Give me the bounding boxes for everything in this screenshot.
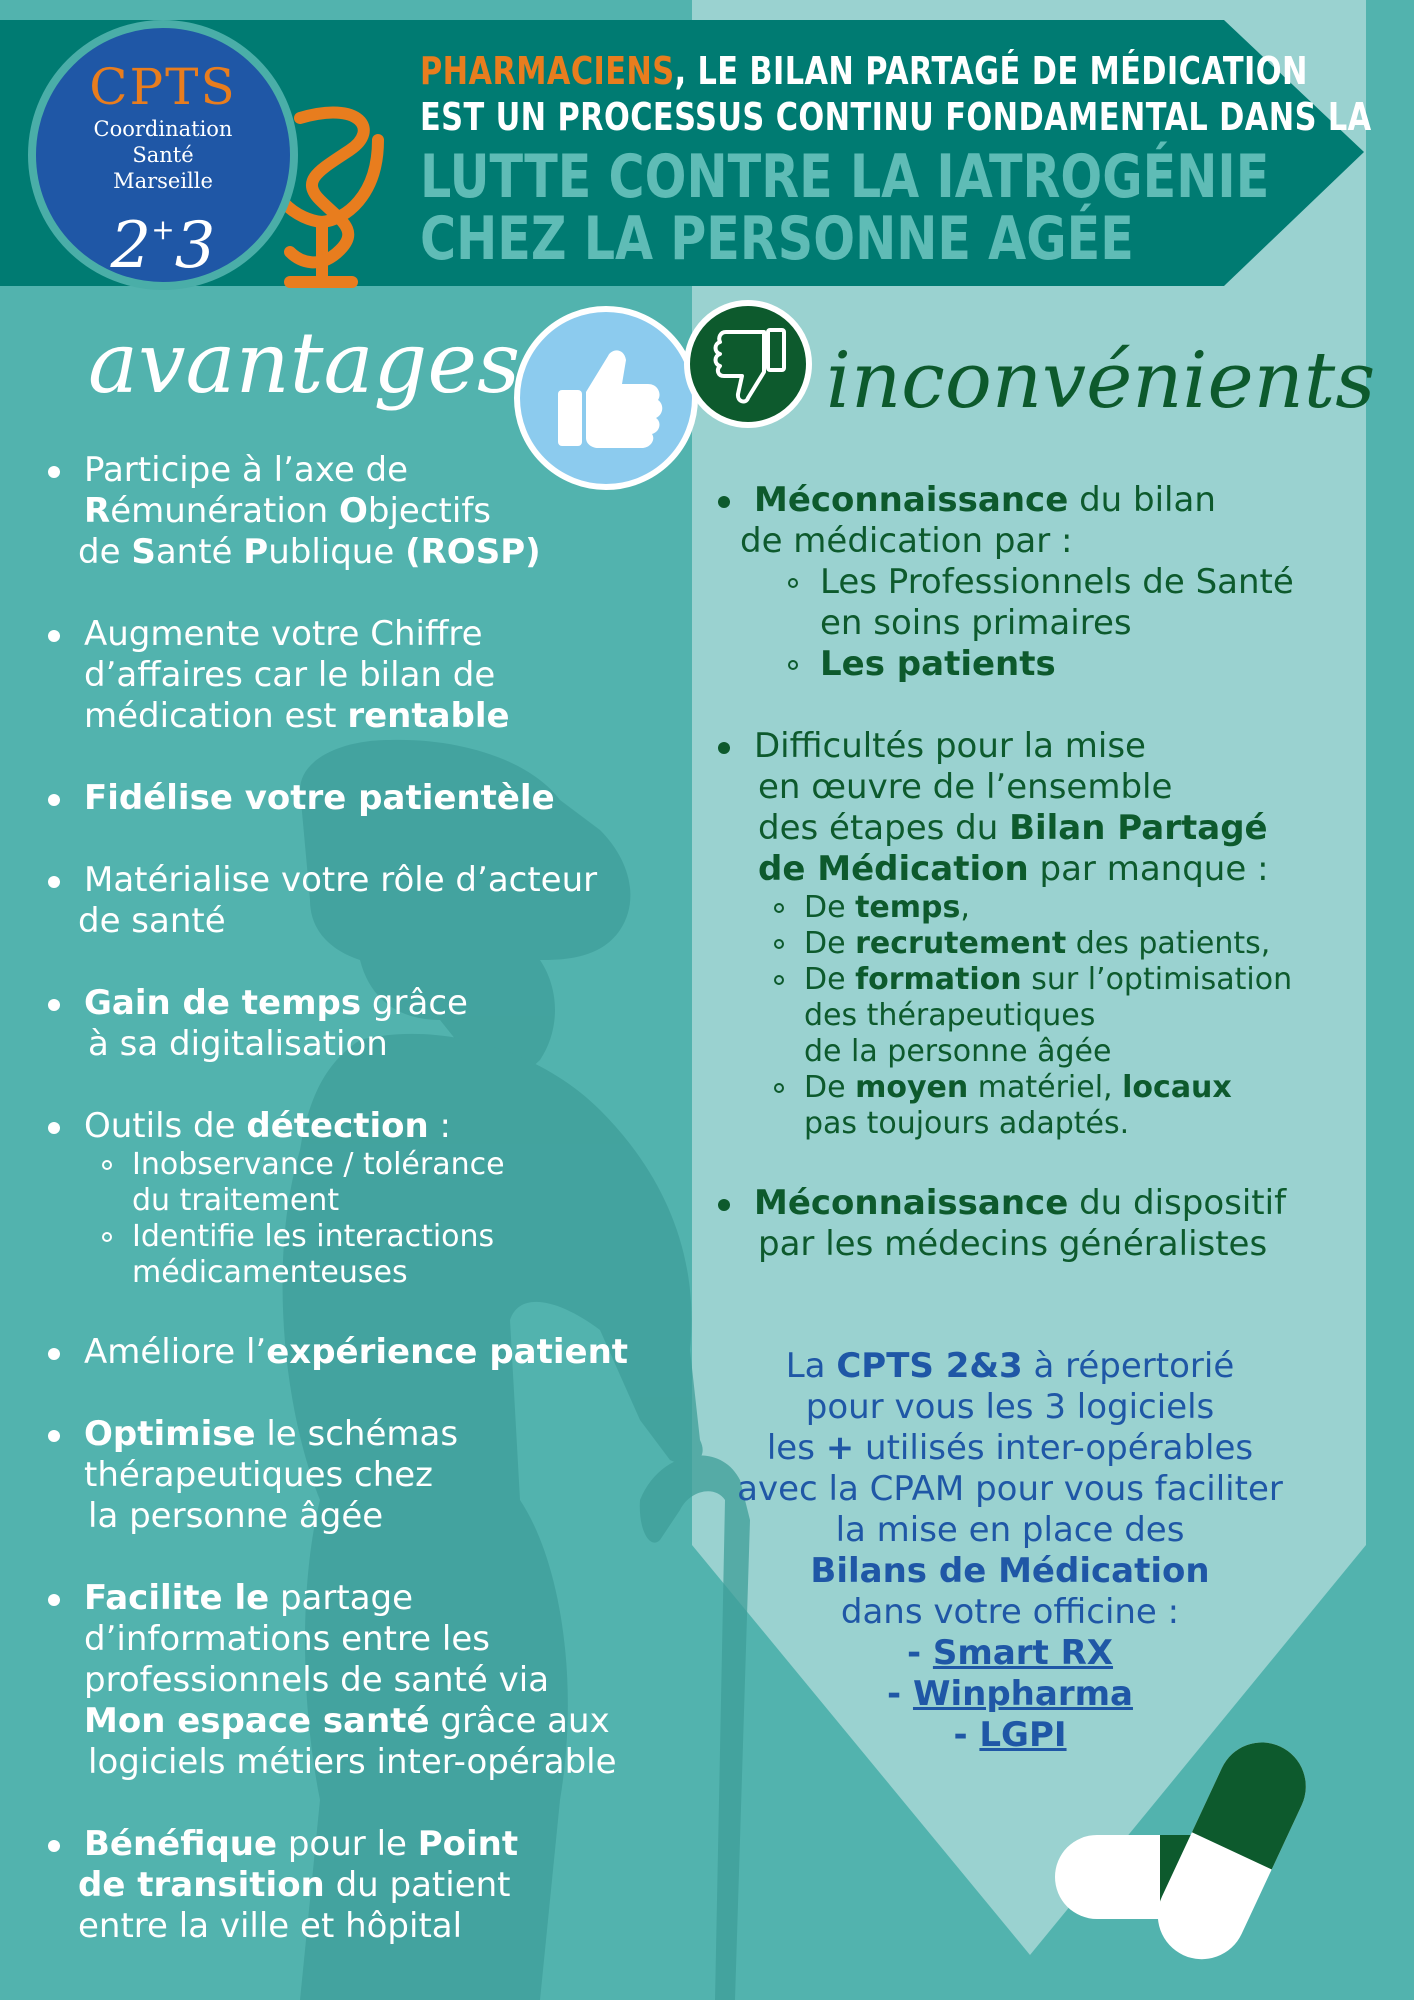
list-item-line [84,1824,644,1865]
list-item-line [754,480,1374,521]
list-item [84,1414,644,1537]
sub-list [754,890,1374,1142]
list-item-line: de médication par : [740,521,1073,561]
bold-text: moyen [855,1070,969,1105]
text-part: du dispositif [1068,1183,1287,1223]
list-item [754,1183,1374,1265]
bold-text: rentable [347,696,510,736]
bold-text: expérience patient [266,1332,629,1372]
text-part: de [78,532,132,572]
list-item-line: thérapeutiques chez [84,1455,434,1495]
list-item-line: à sa digitalisation [88,1024,388,1064]
bold-text: recrutement [855,926,1067,961]
inconvenients-title: inconvénients [826,336,1376,426]
cpts-line: la mise en place des [835,1510,1185,1550]
bold-text: Bilan Partagé [1009,808,1268,848]
sub-line: pas toujours adaptés. [804,1106,1130,1141]
list-item-line [78,1865,644,1906]
dash: - [953,1715,980,1755]
text-part: partage [269,1578,414,1618]
bold-text: CPTS 2&3 [836,1346,1023,1386]
cpts-software-block [700,1346,1320,1756]
list-item-line: Matérialise votre rôle d’acteur [84,860,598,900]
list-item [84,778,644,819]
cpts-line: dans votre officine : [840,1592,1180,1632]
text-part: matériel, [968,1070,1123,1105]
dash: - [906,1633,933,1673]
bold-letter: P [243,532,269,572]
bold-text: Méconnaissance [754,480,1069,520]
bold-text: formation [855,962,1022,997]
sub-line [804,962,1374,998]
software-item [700,1633,1320,1674]
sub-list-item [804,926,1374,962]
cpts-line: pour vous les 3 logiciels [805,1387,1215,1427]
header-line-3: LUTTE CONTRE LA IATROGÉNIE [420,142,1270,212]
sub-line: médicamenteuses [132,1255,408,1290]
sub-line: en soins primaires [820,603,1132,643]
sub-list-item [820,562,1374,644]
text-part: utilisés inter-opérables [854,1428,1254,1468]
bold-text: Point [417,1824,519,1864]
list-item-line: la personne âgée [88,1496,384,1536]
list-item [84,1106,644,1291]
sub-list-item [132,1219,644,1291]
sub-line: des thérapeutiques [804,998,1096,1033]
avantages-title: avantages [88,314,521,412]
list-item [84,614,644,737]
list-item-line: d’informations entre les [84,1619,490,1659]
pills-icon [1050,1740,1330,1960]
cpts-line: Bilans de Médication [810,1551,1210,1591]
bold-text: Facilite le [84,1578,270,1618]
dash: - [887,1674,913,1714]
text-part: le schémas [255,1414,459,1454]
sub-list-item [132,1147,644,1219]
list-item [78,860,644,942]
list-item-line: par les médecins généralistes [758,1224,1268,1264]
text-part: De [804,1070,856,1105]
list-item [740,480,1374,685]
bold-text: Mon espace santé [84,1701,430,1741]
sub-line: Les Professionnels de Santé [820,562,1294,602]
bold-text: locaux [1122,1070,1232,1105]
list-item [84,1578,644,1783]
text-part: De [804,962,856,997]
bold-text: de transition [78,1865,325,1905]
logo-number-left: 2 [110,209,152,283]
list-item-line [758,849,1374,890]
software-item [700,1674,1320,1715]
bold-text: (ROSP) [405,532,541,572]
text-part: à répertorié [1022,1346,1235,1386]
sub-list-item [804,962,1374,1070]
header-highlight: PHARMACIENS [420,49,675,93]
list-item-line [84,1578,644,1619]
thumbs-down-icon [684,300,812,428]
list-item-line: logiciels métiers inter-opérable [88,1742,617,1782]
list-item-line [84,983,644,1024]
text-part: grâce [361,983,468,1023]
bold-text: de Médication [758,849,1029,889]
sub-line: Identifie les interactions [132,1219,495,1254]
bold-letter: O [339,491,368,531]
list-item [84,983,644,1065]
text-part: Outils de [84,1106,247,1146]
text-part: médication est [84,696,348,736]
sub-line: Inobservance / tolérance [132,1147,505,1182]
text-part: par manque : [1028,849,1269,889]
list-item-line [758,808,1374,849]
list-item-line: Participe à l’axe de [84,450,409,490]
cpts-line [700,1428,1320,1469]
bold-letter: R [84,491,111,531]
bold-text: Gain de temps [84,983,362,1023]
sub-list-item [820,644,1374,685]
software-link-smart-rx[interactable]: Smart RX [932,1633,1114,1673]
cpts-logo [28,20,298,290]
bold-text: détection [246,1106,429,1146]
text-part: les [766,1428,826,1468]
bold-text: Bénéfique [84,1824,278,1864]
sub-line: de la personne âgée [804,1034,1112,1069]
sub-line: Les patients [820,644,1056,684]
cpts-line: avec la CPAM pour vous faciliter [737,1469,1283,1509]
text-part: De [804,926,856,961]
list-item [754,726,1374,1142]
list-item-line [84,1332,644,1373]
text-part: : [428,1106,451,1146]
text-part: bjectifs [367,491,492,531]
bold-text: Optimise [84,1414,256,1454]
list-item-line: de santé [78,901,226,941]
text-part: des étapes du [758,808,1010,848]
text-part: du patient [324,1865,511,1905]
sub-list-item [804,890,1374,926]
list-item [78,450,644,573]
list-item-line: Fidélise votre patientèle [84,778,555,818]
text-part: anté [155,532,244,572]
list-item-line [754,1183,1374,1224]
list-item-line [84,1106,644,1147]
list-item-line: d’affaires car le bilan de [84,655,496,695]
header-line-4: CHEZ LA PERSONNE AGÉE [420,204,1134,274]
text-part: sur l’optimisation [1021,962,1293,997]
sub-list-item [804,1070,1374,1142]
bold-text: temps [855,890,961,925]
list-item-line: professionnels de santé via [84,1660,550,1700]
inconvenients-list [740,480,1374,1306]
text-part: grâce aux [429,1701,610,1741]
bold-text: Méconnaissance [754,1183,1069,1223]
list-item [78,1824,644,1947]
list-item-line [84,491,644,532]
text-part: des patients, [1066,926,1271,961]
logo-plus: + [151,213,175,246]
text-part: , [960,890,970,925]
list-item-line: Augmente votre Chiffre [84,614,483,654]
header-line-1 [420,48,1308,94]
list-item-line [84,1414,644,1455]
bold-letter: S [131,532,156,572]
list-item [84,1332,644,1373]
list-item-line [78,532,644,573]
software-link-winpharma[interactable]: Winpharma [912,1674,1133,1714]
list-item-line [84,696,644,737]
logo-line-2: Santé [132,143,194,167]
text-part: émunération [110,491,339,531]
logo-line-1: Coordination [93,117,233,141]
logo-number [36,198,290,283]
header-line-2: EST UN PROCESSUS CONTINU FONDAMENTAL DANS LA [420,95,1372,139]
logo-acronym: CPTS [89,58,237,116]
list-item-line: entre la ville et hôpital [78,1906,463,1946]
text-part: Améliore l’ [84,1332,267,1372]
text-part: pour le [277,1824,418,1864]
bold-text: + [825,1428,855,1468]
list-item-line: en œuvre de l’ensemble [758,767,1173,807]
list-item-line [84,1701,644,1742]
cpts-line [700,1346,1320,1387]
text-part: La [785,1346,837,1386]
text-part: De [804,890,856,925]
text-part: ublique [268,532,406,572]
text-part: du bilan [1068,480,1216,520]
sub-list [754,562,1374,685]
logo-number-right: 3 [174,209,216,283]
header-line-1-rest: , LE BILAN PARTAGÉ DE MÉDICATION [674,49,1308,93]
software-link-lgpi[interactable]: LGPI [979,1715,1067,1755]
list-item-line: Difficultés pour la mise [754,726,1146,766]
avantages-list [78,450,644,1988]
sub-line [804,1070,1374,1106]
sub-line: du traitement [132,1183,340,1218]
logo-line-3: Marseille [113,169,213,193]
sub-list [84,1147,644,1291]
